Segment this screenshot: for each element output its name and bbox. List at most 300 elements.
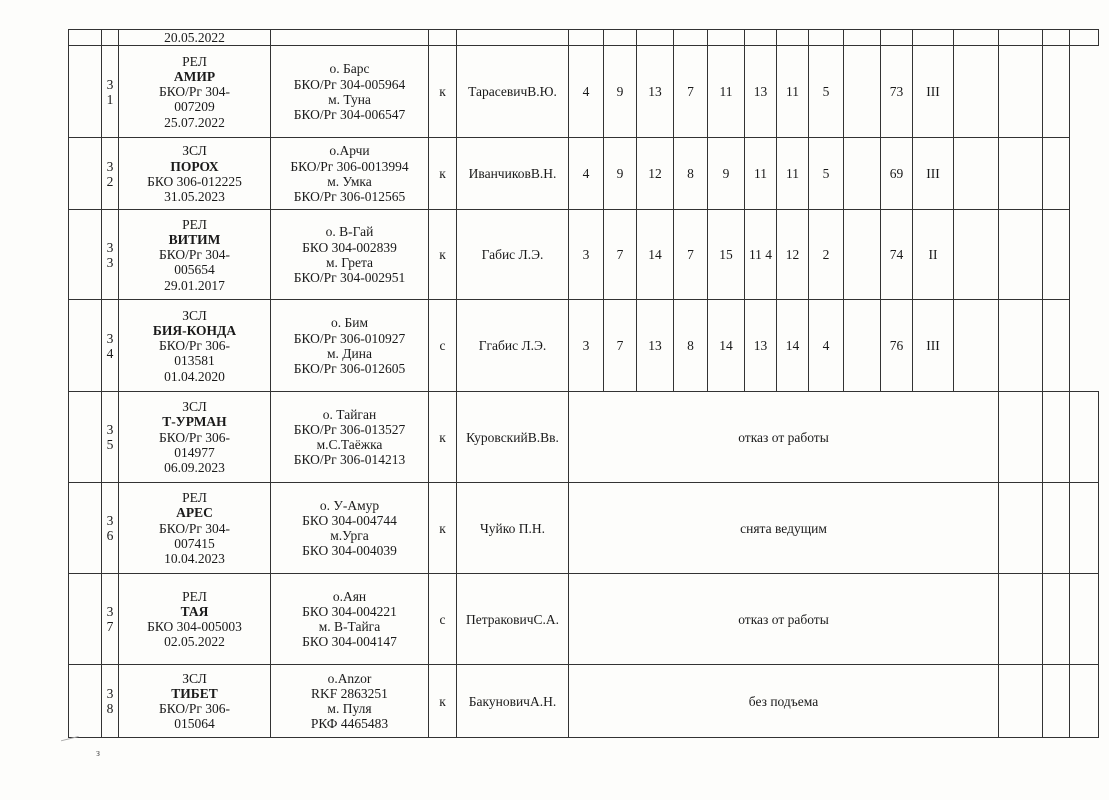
dog-info-cell: 20.05.2022 (119, 30, 271, 46)
blank-cell (637, 30, 674, 46)
score-cell (674, 138, 708, 210)
parent-line: РКФ 4465483 (310, 716, 389, 732)
table-row (69, 483, 1099, 574)
handler-cell (457, 300, 569, 392)
blank-cell (708, 30, 745, 46)
handler-name: В.Вв. (527, 429, 559, 445)
blank-cell (999, 30, 1043, 46)
sex-value: к (439, 429, 446, 445)
dog-birth-date: 06.09.2023 (164, 460, 225, 475)
table-row (69, 665, 1099, 738)
row-number (102, 138, 119, 210)
parents-cell (271, 392, 429, 483)
score-value: 14 (719, 338, 733, 354)
score-cell (809, 138, 844, 210)
parent-line: о. У-Амур (319, 497, 380, 513)
row-number-digit: 7 (106, 619, 114, 635)
blank-cell (1043, 138, 1070, 210)
table-row (69, 392, 1099, 483)
dog-cell (119, 574, 271, 665)
blank-cell (1043, 483, 1070, 574)
score-cell (708, 46, 745, 138)
blank-cell (69, 392, 102, 483)
dog-breed: РЕЛ (182, 588, 207, 604)
parents-cell (271, 483, 429, 574)
handler-cell (457, 46, 569, 138)
score-cell (844, 46, 881, 138)
diploma-value: III (926, 84, 940, 100)
dog-breed: ЗСЛ (182, 670, 207, 686)
sex-cell (429, 46, 457, 138)
blank-cell (809, 30, 844, 46)
note-text: снята ведущим (740, 520, 827, 536)
parent-line: БКО 304-002839 (302, 239, 397, 255)
dog-cell (119, 392, 271, 483)
score-cell (674, 210, 708, 300)
parent-line: о. В-Гай (325, 224, 374, 240)
dog-registration: 014977 (174, 444, 215, 460)
score-cell (569, 46, 604, 138)
dog-registration: 007415 (174, 535, 215, 551)
handler-name: Чуйко П.Н. (480, 520, 545, 536)
score-value: 4 (582, 166, 590, 182)
dog-birth-date: 02.05.2022 (164, 634, 225, 650)
score-cell (777, 300, 809, 392)
row-number-digit: 8 (106, 701, 114, 717)
table-row (69, 46, 1099, 138)
score-value: 13 (648, 338, 662, 354)
row-number-digit: 5 (106, 437, 114, 453)
blank-cell (429, 30, 457, 46)
blank-cell (674, 30, 708, 46)
score-value: 8 (687, 166, 694, 182)
score-value: 15 (719, 247, 733, 263)
score-cell (604, 46, 637, 138)
score-cell (745, 210, 777, 300)
row-number-digit: 3 (106, 604, 114, 619)
parent-line: БКО 304-004147 (302, 634, 397, 650)
blank-cell (954, 210, 999, 300)
handler-cell (457, 138, 569, 210)
blank-cell (881, 30, 913, 46)
blank-cell (1043, 574, 1070, 665)
blank-cell (999, 392, 1043, 483)
score-value: 14 (648, 247, 662, 263)
sex-value: к (439, 84, 446, 100)
score-value: 13 (753, 338, 768, 354)
sex-cell (429, 300, 457, 392)
parent-line: БКО/Рг 306-012565 (293, 188, 406, 204)
sex-cell (429, 210, 457, 300)
score-value: 5 (822, 166, 830, 182)
score-cell (708, 138, 745, 210)
dog-name: ТАЯ (180, 604, 209, 619)
handler-cell (457, 210, 569, 300)
blank-cell (999, 46, 1043, 138)
blank-cell (1070, 30, 1099, 46)
handler-name: Габис Л.Э. (481, 247, 544, 263)
total-cell (881, 300, 913, 392)
handler-name: Петракович (465, 611, 534, 627)
score-value: 12 (785, 247, 800, 263)
blank-cell (1043, 300, 1070, 392)
score-value: 8 (687, 338, 694, 354)
table-row (69, 210, 1099, 300)
result-note (569, 665, 999, 738)
stray-mark: з (96, 748, 100, 759)
dog-breed: ЗСЛ (182, 399, 207, 415)
parents-cell (271, 574, 429, 665)
sex-cell (429, 574, 457, 665)
table-row (69, 574, 1099, 665)
blank-cell (69, 574, 102, 665)
total-value: 76 (889, 338, 904, 354)
parents-cell (271, 300, 429, 392)
parent-line: м. В-Тайга (318, 619, 381, 635)
score-cell (844, 138, 881, 210)
sex-value: к (439, 166, 446, 182)
row-number-digit: 3 (106, 76, 114, 92)
blank-cell (954, 46, 999, 138)
blank-cell (457, 30, 569, 46)
row-number (102, 300, 119, 392)
parents-cell (271, 665, 429, 738)
row-number-digit: 3 (106, 158, 114, 174)
blank-cell (69, 30, 102, 46)
dog-name: АРЕС (176, 505, 213, 521)
score-value: 12 (648, 166, 662, 182)
total-cell (881, 138, 913, 210)
blank-cell (777, 30, 809, 46)
dog-birth-date: 31.05.2023 (164, 188, 225, 204)
score-value: 11 (786, 84, 799, 100)
score-value: 13 (753, 84, 768, 100)
row-number (102, 574, 119, 665)
dog-registration: БКО 304-005003 (147, 619, 242, 635)
diploma-value: III (926, 338, 940, 354)
total-cell (881, 210, 913, 300)
score-cell (809, 300, 844, 392)
total-value: 73 (889, 84, 904, 100)
blank-cell (69, 665, 102, 738)
parent-line: о.Арчи (329, 143, 370, 159)
diploma-value: III (926, 166, 940, 182)
blank-cell (954, 30, 999, 46)
handler-name: С.А. (533, 611, 560, 627)
parent-line: БКО/Рг 306-014213 (293, 452, 406, 468)
score-cell (604, 210, 637, 300)
blank-cell (954, 300, 999, 392)
dog-cell (119, 46, 271, 138)
parent-line: БКО/Рг 304-005964 (293, 76, 406, 92)
diploma-cell (913, 210, 954, 300)
dog-registration: 005654 (174, 262, 215, 278)
score-value: 9 (616, 166, 624, 182)
parent-line: м. Туна (328, 91, 371, 107)
dog-registration: БКО 306-012225 (147, 173, 242, 189)
total-cell (881, 46, 913, 138)
parent-line: БКО/Рг 304-002951 (293, 269, 406, 285)
score-cell (777, 210, 809, 300)
row-number-digit: 3 (106, 513, 114, 528)
blank-cell (69, 46, 102, 138)
parent-line: о. Барс (329, 61, 370, 77)
blank-cell (999, 574, 1043, 665)
parent-line: о.Anzor (327, 670, 372, 686)
blank-cell (569, 30, 604, 46)
diploma-cell (913, 46, 954, 138)
note-text: отказ от работы (738, 429, 829, 445)
results-body (69, 30, 1099, 738)
score-value: 5 (822, 84, 830, 100)
parent-line: о. Тайган (322, 406, 377, 422)
result-note (569, 392, 999, 483)
handler-name: Ггабис Л.Э. (478, 338, 547, 354)
score-value: 4 (582, 84, 590, 100)
blank-cell (69, 483, 102, 574)
score-cell (745, 138, 777, 210)
blank-cell (1043, 46, 1070, 138)
score-cell (604, 300, 637, 392)
row-number-digit: 3 (106, 422, 114, 437)
row-number (102, 392, 119, 483)
handler-name: В.Ю. (527, 84, 557, 100)
parent-line: RKF 2863251 (311, 686, 388, 701)
dog-cell (119, 665, 271, 738)
blank-cell (999, 665, 1043, 738)
dog-registration: БКО/Рг 306- (158, 338, 231, 354)
score-cell (569, 300, 604, 392)
blank-cell (999, 300, 1043, 392)
score-value: 4 (822, 338, 830, 354)
parent-line: м. Пуля (327, 701, 372, 717)
score-cell (569, 210, 604, 300)
blank-cell (604, 30, 637, 46)
parent-line: м. Умка (327, 173, 372, 189)
row-number-digit: 3 (106, 239, 114, 255)
sex-cell (429, 138, 457, 210)
score-value: 3 (582, 247, 590, 263)
dog-registration: БКО/Рг 306- (158, 429, 231, 445)
blank-cell (999, 483, 1043, 574)
blank-cell (844, 30, 881, 46)
parent-line: м. Грета (325, 254, 374, 270)
sex-value: к (439, 693, 446, 709)
row-number-digit: 3 (106, 330, 114, 346)
dog-breed: РЕЛ (182, 490, 207, 506)
score-cell (637, 210, 674, 300)
score-cell (674, 46, 708, 138)
parent-line: БКО/Рг 306-012605 (293, 360, 406, 376)
dog-breed: РЕЛ (182, 53, 207, 69)
table-row (69, 300, 1099, 392)
parent-line: БКО 304-004744 (302, 513, 397, 528)
blank-cell (999, 138, 1043, 210)
dog-registration: БКО/Рг 304- (158, 84, 231, 100)
blank-cell (1070, 483, 1099, 574)
total-value: 69 (889, 166, 904, 182)
score-value: 7 (687, 84, 694, 100)
handler-cell (457, 392, 569, 483)
row-number-digit: 1 (106, 91, 114, 107)
score-cell (745, 46, 777, 138)
parents-cell (271, 138, 429, 210)
score-cell (569, 138, 604, 210)
score-cell (708, 300, 745, 392)
dog-name: АМИР (173, 68, 216, 84)
score-cell (844, 300, 881, 392)
handler-cell (457, 574, 569, 665)
dog-cell (119, 210, 271, 300)
dog-name: ВИТИМ (168, 231, 221, 247)
parent-line: о.Аян (332, 588, 367, 604)
total-value: 74 (889, 247, 904, 263)
blank-cell (1043, 210, 1070, 300)
blank-cell (1070, 574, 1099, 665)
blank-cell (954, 138, 999, 210)
score-cell (637, 138, 674, 210)
dog-registration: 013581 (174, 353, 215, 369)
score-cell (708, 210, 745, 300)
dog-birth-date: 10.04.2023 (164, 551, 225, 566)
sex-value: с (439, 338, 446, 354)
handler-name: Иванчиков (468, 166, 531, 182)
score-value: 2 (822, 247, 830, 263)
dog-birth-date: 01.04.2020 (164, 368, 225, 384)
dog-cell (119, 300, 271, 392)
dog-registration: БКО/Рг 304- (158, 247, 231, 263)
blank-cell (1070, 665, 1099, 738)
diploma-cell (913, 138, 954, 210)
dog-registration: БКО/Рг 304- (158, 520, 231, 536)
sex-value: с (439, 611, 446, 627)
handler-name: Куровский (466, 429, 528, 445)
score-cell (777, 46, 809, 138)
parents-cell (271, 210, 429, 300)
blank-cell (1043, 665, 1070, 738)
sex-cell (429, 483, 457, 574)
score-value: 9 (616, 84, 624, 100)
dog-registration: 015064 (174, 716, 215, 732)
dog-breed: ЗСЛ (182, 143, 207, 159)
table-row-continued (69, 30, 1099, 46)
score-cell (844, 210, 881, 300)
row-number (102, 665, 119, 738)
parent-line: м.С.Таёжка (316, 437, 383, 453)
row-number (102, 210, 119, 300)
parent-line: БКО/Рг 306-010927 (293, 330, 406, 346)
row-number (102, 46, 119, 138)
diploma-cell (913, 300, 954, 392)
handler-cell (457, 483, 569, 574)
dog-breed: ЗСЛ (182, 307, 207, 323)
parent-line: БКО/Рг 306-013527 (293, 422, 406, 437)
blank-cell (69, 210, 102, 300)
parent-line: БКО/Рг 306-0013994 (290, 158, 409, 174)
note-text: отказ от работы (738, 611, 829, 627)
handler-name: В.Н. (530, 166, 557, 182)
score-value: 11 (719, 84, 733, 100)
handler-cell (457, 665, 569, 738)
parent-line: о. Бим (330, 315, 369, 331)
parents-cell (271, 46, 429, 138)
dog-name: ТИБЕТ (171, 686, 218, 701)
score-cell (809, 46, 844, 138)
dog-registration: БКО/Рг 306- (158, 701, 231, 717)
score-value: 11 (754, 166, 767, 182)
handler-name: А.Н. (529, 693, 557, 709)
sex-cell (429, 392, 457, 483)
row-number-digit: 6 (106, 528, 114, 544)
score-value: 14 (785, 338, 800, 354)
score-value: 9 (722, 166, 730, 182)
dog-birth-date: 25.07.2022 (164, 114, 225, 130)
score-value: 11 4 (748, 247, 773, 263)
parent-line: БКО 304-004221 (302, 604, 397, 619)
row-number-digit: 3 (106, 686, 114, 701)
blank-cell (999, 210, 1043, 300)
dog-name: Т-УРМАН (162, 414, 227, 430)
parent-line: БКО/Рг 304-006547 (293, 106, 406, 122)
row-number-digit: 2 (106, 173, 114, 189)
handler-name: Бакунович (468, 693, 530, 709)
row-number (102, 483, 119, 574)
blank-cell (1043, 392, 1070, 483)
result-note (569, 574, 999, 665)
dog-name: БИЯ-КОНДА (152, 322, 237, 338)
sex-value: к (439, 247, 446, 263)
blank-cell (745, 30, 777, 46)
score-cell (674, 300, 708, 392)
blank-cell (102, 30, 119, 46)
score-cell (777, 138, 809, 210)
blank-cell (69, 138, 102, 210)
result-note (569, 483, 999, 574)
sex-cell (429, 665, 457, 738)
blank-cell (1070, 392, 1099, 483)
scan-mark (61, 736, 81, 751)
dog-cell (119, 138, 271, 210)
row-number-digit: 4 (106, 345, 114, 361)
table-row (69, 138, 1099, 210)
score-value: 7 (687, 247, 694, 263)
note-text: без подъема (748, 693, 819, 709)
dog-breed: РЕЛ (182, 216, 207, 232)
score-value: 3 (582, 338, 590, 354)
score-value: 11 (786, 166, 799, 182)
results-table (68, 29, 1099, 738)
score-value: 7 (616, 247, 624, 263)
score-cell (604, 138, 637, 210)
dog-birth-date: 29.01.2017 (164, 277, 225, 293)
score-cell (809, 210, 844, 300)
blank-cell (271, 30, 429, 46)
score-value: 13 (648, 84, 662, 100)
score-cell (637, 46, 674, 138)
blank-cell (1043, 30, 1070, 46)
dog-registration: 007209 (174, 99, 215, 115)
diploma-value: II (928, 247, 938, 263)
row-number-digit: 3 (106, 254, 114, 270)
parent-line: БКО 304-004039 (302, 543, 397, 559)
blank-cell (69, 300, 102, 392)
blank-cell (913, 30, 954, 46)
score-cell (637, 300, 674, 392)
parent-line: м.Урга (330, 528, 369, 544)
score-cell (745, 300, 777, 392)
score-value: 7 (616, 338, 624, 354)
parent-line: м. Дина (327, 345, 372, 361)
